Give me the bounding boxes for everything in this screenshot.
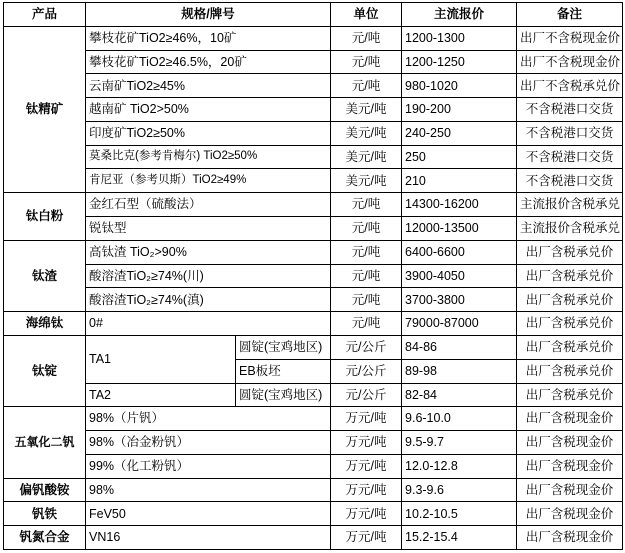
unit-cell: 美元/吨 — [331, 145, 402, 169]
table-row — [4, 335, 623, 359]
price-cell: 79000-87000 — [402, 312, 517, 336]
unit-cell: 万元/吨 — [331, 478, 402, 502]
note-cell: 出厂含税承兑价 — [517, 383, 623, 407]
table-row — [4, 240, 623, 264]
price-cell: 1200-1250 — [402, 50, 517, 74]
price-cell: 89-98 — [402, 359, 517, 383]
note-cell: 出厂含税承兑价 — [517, 288, 623, 312]
note-cell: 不含税港口交货 — [517, 169, 623, 193]
note-cell: 出厂含税承兑价 — [517, 312, 623, 336]
table-row — [4, 121, 623, 145]
table-row — [4, 193, 623, 217]
spec-cell: 98%（冶金粉钒） — [86, 431, 331, 455]
price-cell: 3700-3800 — [402, 288, 517, 312]
spec-cell: 98% — [86, 478, 331, 502]
table-row — [4, 454, 623, 478]
unit-cell: 万元/吨 — [331, 526, 402, 550]
table-row — [4, 145, 623, 169]
spec-cell: VN16 — [86, 526, 331, 550]
category-cell: 海绵钛 — [4, 312, 86, 336]
unit-cell: 万元/吨 — [331, 454, 402, 478]
unit-cell: 美元/吨 — [331, 121, 402, 145]
note-cell: 出厂含税现金价 — [517, 431, 623, 455]
table-row — [4, 407, 623, 431]
price-table-body — [4, 3, 623, 550]
note-cell: 不含税港口交货 — [517, 145, 623, 169]
price-cell: 210 — [402, 169, 517, 193]
spec-cell: 云南矿TiO2≥45% — [86, 74, 331, 98]
spec-cell: 锐钛型 — [86, 217, 331, 241]
unit-cell: 美元/吨 — [331, 169, 402, 193]
category-cell: 钒铁 — [4, 502, 86, 526]
price-cell: 1200-1300 — [402, 26, 517, 50]
table-row — [4, 478, 623, 502]
unit-cell: 元/吨 — [331, 26, 402, 50]
category-cell: 五氧化二钒 — [4, 407, 86, 478]
note-cell: 不含税港口交货 — [517, 98, 623, 122]
spec-cell: TA1 — [86, 335, 236, 383]
note-cell: 主流报价含税承兑 — [517, 193, 623, 217]
price-cell: 240-250 — [402, 121, 517, 145]
note-cell: 出厂含税承兑价 — [517, 264, 623, 288]
price-cell: 9.6-10.0 — [402, 407, 517, 431]
unit-cell: 元/吨 — [331, 312, 402, 336]
table-row — [4, 169, 623, 193]
note-cell: 主流报价含税承兑 — [517, 217, 623, 241]
unit-cell: 元/吨 — [331, 264, 402, 288]
header-note: 备注 — [517, 3, 623, 27]
table-row — [4, 50, 623, 74]
note-cell: 出厂不含税现金价 — [517, 50, 623, 74]
note-cell: 出厂含税承兑价 — [517, 335, 623, 359]
unit-cell: 元/公斤 — [331, 383, 402, 407]
category-cell: 钛渣 — [4, 240, 86, 311]
header-spec: 规格/牌号 — [86, 3, 331, 27]
table-row — [4, 383, 623, 407]
header-product: 产品 — [4, 3, 86, 27]
unit-cell: 元/吨 — [331, 217, 402, 241]
note-cell: 不含税港口交货 — [517, 121, 623, 145]
category-cell: 钒氮合金 — [4, 526, 86, 550]
spec-sub-cell: 圆锭(宝鸡地区) — [236, 383, 331, 407]
header-unit: 单位 — [331, 3, 402, 27]
price-cell: 190-200 — [402, 98, 517, 122]
spec-cell: 99%（化工粉钒） — [86, 454, 331, 478]
table-row — [4, 312, 623, 336]
price-cell: 15.2-15.4 — [402, 526, 517, 550]
header-price: 主流报价 — [402, 3, 517, 27]
price-cell: 9.5-9.7 — [402, 431, 517, 455]
spec-cell: 攀枝花矿TiO2≥46.5%，20矿 — [86, 50, 331, 74]
unit-cell: 万元/吨 — [331, 431, 402, 455]
table-row — [4, 74, 623, 98]
unit-cell: 元/吨 — [331, 288, 402, 312]
spec-cell: 印度矿TiO2≥50% — [86, 121, 331, 145]
unit-cell: 元/吨 — [331, 193, 402, 217]
note-cell: 出厂含税承兑价 — [517, 359, 623, 383]
spec-cell: FeV50 — [86, 502, 331, 526]
price-cell: 9.3-9.6 — [402, 478, 517, 502]
table-row — [4, 526, 623, 550]
note-cell: 出厂含税现金价 — [517, 407, 623, 431]
price-cell: 84-86 — [402, 335, 517, 359]
table-row — [4, 98, 623, 122]
note-cell: 出厂含税现金价 — [517, 502, 623, 526]
note-cell: 出厂不含税承兑价 — [517, 74, 623, 98]
unit-cell: 美元/吨 — [331, 98, 402, 122]
spec-cell: TA2 — [86, 383, 236, 407]
note-cell: 出厂含税现金价 — [517, 526, 623, 550]
price-cell: 12.0-12.8 — [402, 454, 517, 478]
unit-cell: 万元/吨 — [331, 407, 402, 431]
unit-cell: 元/吨 — [331, 50, 402, 74]
price-cell: 14300-16200 — [402, 193, 517, 217]
spec-cell: 金红石型（硫酸法） — [86, 193, 331, 217]
price-cell: 3900-4050 — [402, 264, 517, 288]
category-cell: 偏钒酸铵 — [4, 478, 86, 502]
price-cell: 980-1020 — [402, 74, 517, 98]
category-cell: 钛精矿 — [4, 26, 86, 192]
note-cell: 出厂含税承兑价 — [517, 240, 623, 264]
price-cell: 82-84 — [402, 383, 517, 407]
spec-cell: 高钛渣 TiO₂>90% — [86, 240, 331, 264]
spec-cell: 越南矿 TiO2>50% — [86, 98, 331, 122]
unit-cell: 元/公斤 — [331, 335, 402, 359]
price-cell: 10.2-10.5 — [402, 502, 517, 526]
spec-sub-cell: EB板坯 — [236, 359, 331, 383]
note-cell: 出厂含税现金价 — [517, 478, 623, 502]
table-row — [4, 217, 623, 241]
price-cell: 6400-6600 — [402, 240, 517, 264]
note-cell: 出厂含税现金价 — [517, 454, 623, 478]
price-cell: 250 — [402, 145, 517, 169]
unit-cell: 万元/吨 — [331, 502, 402, 526]
price-table — [3, 2, 623, 550]
unit-cell: 元/公斤 — [331, 359, 402, 383]
spec-cell: 0# — [86, 312, 331, 336]
unit-cell: 元/吨 — [331, 74, 402, 98]
table-row — [4, 502, 623, 526]
category-cell: 钛锭 — [4, 335, 86, 406]
note-cell: 出厂不含税现金价 — [517, 26, 623, 50]
spec-sub-cell: 圆锭(宝鸡地区) — [236, 335, 331, 359]
table-row — [4, 288, 623, 312]
spec-cell: 肯尼亚（参考贝斯）TiO2≥49% — [86, 169, 331, 193]
table-row — [4, 264, 623, 288]
spec-cell: 98%（片钒） — [86, 407, 331, 431]
price-cell: 12000-13500 — [402, 217, 517, 241]
category-cell: 钛白粉 — [4, 193, 86, 241]
spec-cell: 酸溶渣TiO₂≥74%(滇) — [86, 288, 331, 312]
unit-cell: 元/吨 — [331, 240, 402, 264]
table-header-row — [4, 3, 623, 27]
table-row — [4, 431, 623, 455]
table-row — [4, 26, 623, 50]
spec-cell: 莫桑比克(参考肯梅尔) TiO2≥50% — [86, 145, 331, 169]
spec-cell: 攀枝花矿TiO2≥46%，10矿 — [86, 26, 331, 50]
spec-cell: 酸溶渣TiO₂≥74%(川) — [86, 264, 331, 288]
